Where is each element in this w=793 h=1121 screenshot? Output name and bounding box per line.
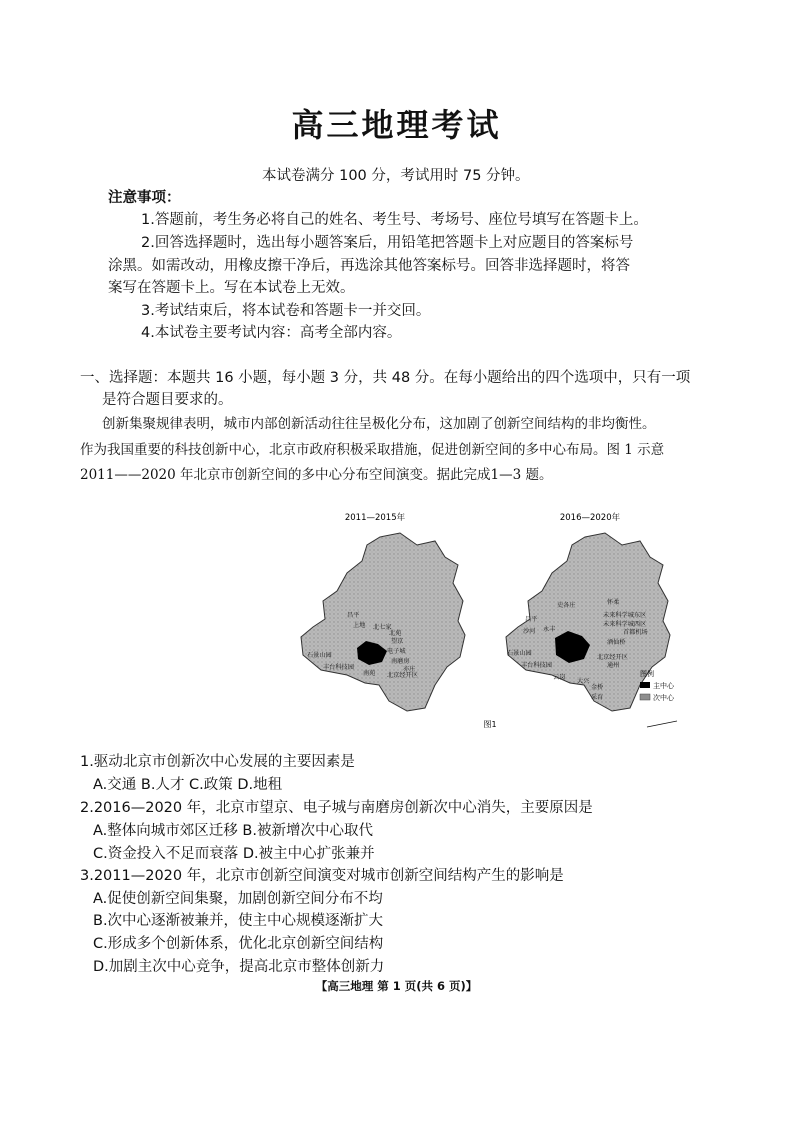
question-3-option-c: C.形成多个创新体系，优化北京创新空间结构 bbox=[93, 936, 384, 952]
notice-item-3: 3.考试结束后，将本试卷和答题卡一并交回。 bbox=[141, 303, 431, 319]
map-place-label: 望京 bbox=[391, 638, 404, 645]
legend-title: 图例 bbox=[640, 670, 654, 678]
section-heading-line-2: 是符合题目要求的。 bbox=[102, 392, 233, 408]
map-place-label: 云岗 bbox=[553, 674, 566, 681]
map-place-label: 北京经开区 bbox=[387, 672, 418, 679]
question-1-stem: 1.驱动北京市创新次中心发展的主要因素是 bbox=[80, 754, 355, 770]
map-place-label: 未来科学城东区 bbox=[603, 612, 647, 619]
question-3-option-d: D.加剧主次中心竞争，提高北京市整体创新力 bbox=[93, 959, 385, 975]
map-place-label: 丰台科技园 bbox=[521, 662, 552, 669]
notice-item-2-line-3: 案写在答题卡上。写在本试卷上无效。 bbox=[108, 280, 355, 296]
map-place-label: 亦庄 bbox=[403, 666, 416, 673]
map-place-label: 南磨房 bbox=[391, 658, 410, 665]
decorative-stroke bbox=[647, 721, 677, 727]
figure-1 bbox=[285, 505, 685, 735]
map-place-label: 北七家 bbox=[373, 624, 392, 631]
map-place-label: 史各庄 bbox=[557, 602, 576, 609]
map-1-title: 2011—2015年 bbox=[344, 513, 406, 523]
exam-title: 高三地理考试 bbox=[291, 106, 502, 144]
notice-item-4: 4.本试卷主要考试内容：高考全部内容。 bbox=[141, 325, 402, 341]
map-place-label: 石景山园 bbox=[507, 650, 532, 657]
passage-line-2: 作为我国重要的科技创新中心，北京市政府积极采取措施，促进创新空间的多中心布局。图 1 示意 bbox=[80, 442, 665, 458]
legend-main-swatch bbox=[640, 682, 650, 688]
section-heading-line-1: 一、选择题：本题共 16 小题，每小题 3 分，共 48 分。在每小题给出的四个选项中，只有一项 bbox=[80, 370, 691, 386]
map-1-beijing-outline bbox=[301, 533, 465, 711]
figure-caption: 图1 bbox=[483, 720, 497, 729]
question-2-stem: 2.2016—2020 年，北京市望京、电子城与南磨房创新次中心消失，主要原因是 bbox=[80, 800, 593, 816]
map-place-label: 永丰 bbox=[543, 626, 556, 633]
map-place-label: 大兴 bbox=[577, 678, 590, 685]
legend-sub-label: 次中心 bbox=[653, 694, 674, 702]
notice-item-1: 1.答题前，考生务必将自己的姓名、考生号、考场号、座位号填写在答题卡上。 bbox=[141, 212, 648, 228]
map-place-label: 沙河 bbox=[523, 628, 536, 635]
question-3-option-b: B.次中心逐渐被兼并，使主中心规模逐渐扩大 bbox=[93, 913, 384, 929]
question-1-options: A.交通 B.人才 C.政策 D.地租 bbox=[93, 777, 283, 793]
map-place-label: 未来科学城西区 bbox=[603, 621, 647, 628]
map-2-title: 2016—2020年 bbox=[559, 513, 621, 523]
map-place-label: 石景山园 bbox=[307, 652, 332, 659]
map-place-label: 北京经开区 bbox=[597, 654, 628, 661]
map-figure bbox=[285, 505, 685, 735]
map-place-label: 昌平 bbox=[525, 616, 538, 623]
notice-item-2-line-2: 涂黑。如需改动，用橡皮擦干净后，再选涂其他答案标号。回答非选择题时，将答 bbox=[108, 258, 630, 274]
notice-heading: 注意事项： bbox=[108, 190, 181, 206]
map-place-label: 采育 bbox=[591, 694, 604, 701]
map-place-label: 昌平 bbox=[347, 612, 360, 619]
passage-line-1: 创新集聚规律表明，城市内部创新活动往往呈极化分布，这加剧了创新空间结构的非均衡性。 bbox=[102, 416, 656, 432]
map-place-label: 南苑 bbox=[363, 670, 376, 677]
map-place-label: 通州 bbox=[607, 662, 620, 669]
map-place-label: 酒仙桥 bbox=[607, 639, 626, 646]
map-place-label: 怀柔 bbox=[607, 599, 620, 606]
page-footer: 【高三地理 第 1 页(共 6 页)】 bbox=[315, 979, 478, 993]
question-2-options-line-1: A.整体向城市郊区迁移 B.被新增次中心取代 bbox=[93, 823, 373, 839]
exam-intro: 本试卷满分 100 分，考试用时 75 分钟。 bbox=[262, 168, 530, 184]
map-place-label: 电子城 bbox=[387, 648, 406, 655]
legend-main-label: 主中心 bbox=[653, 682, 674, 690]
map-place-label: 上地 bbox=[353, 622, 366, 629]
notice-item-2-line-1: 2.回答选择题时，选出每小题答案后，用铅笔把答题卡上对应题目的答案标号 bbox=[141, 235, 634, 251]
question-3-stem: 3.2011—2020 年，北京市创新空间演变对城市创新空间结构产生的影响是 bbox=[80, 868, 564, 884]
question-2-options-line-2: C.资金投入不足而衰落 D.被主中心扩张兼并 bbox=[93, 846, 375, 862]
passage-line-3: 2011——2020 年北京市创新空间的多中心分布空间演变。据此完成1—3 题。 bbox=[80, 467, 553, 483]
question-3-option-a: A.促使创新空间集聚，加剧创新空间分布不均 bbox=[93, 891, 383, 907]
map-place-label: 金桥 bbox=[591, 684, 604, 691]
map-place-label: 丰台科技园 bbox=[323, 664, 354, 671]
map-place-label: 首都机场 bbox=[623, 629, 648, 636]
legend-sub-swatch bbox=[640, 694, 650, 700]
map-place-label: 北苑 bbox=[389, 630, 402, 637]
